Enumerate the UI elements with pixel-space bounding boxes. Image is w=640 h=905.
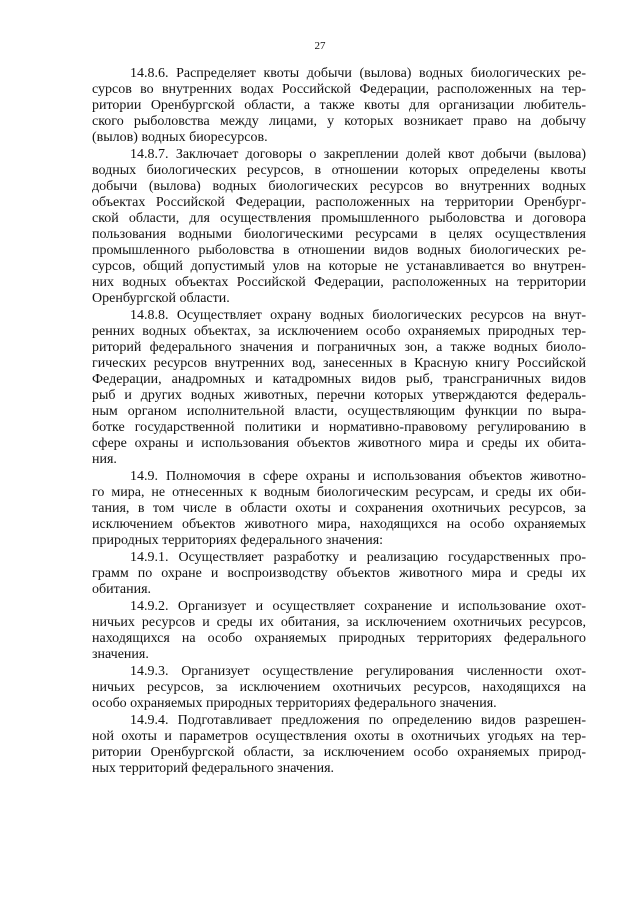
paragraph-line: сфере охраны и использования объектов животного мира и среды их обита- (92, 436, 586, 451)
paragraph-line: ритории Оренбургской области, а также квоты для организации любитель- (92, 98, 586, 113)
paragraph-line: 14.9.2. Организует и осуществляет сохранение и использование охот- (130, 599, 586, 614)
paragraph-line: ритории Оренбургской области, за исключением особо охраняемых природ- (92, 745, 586, 760)
paragraph-line: ского рыболовства между лицами, у которых возникает право на добычу (92, 114, 586, 129)
paragraph-line: 14.8.8. Осуществляет охрану водных биологических ресурсов на внут- (130, 308, 586, 323)
paragraph-line: 14.9.1. Осуществляет разработку и реализацию государственных про- (130, 550, 586, 565)
paragraph-line: ной охоты и параметров осуществления охоты в охотничьих угодьях на тер- (92, 729, 586, 744)
paragraph-line: природных территориях федерального значения: (92, 533, 384, 548)
paragraph-line: Федерации, анадромных и катадромных видов рыб, трансграничных видов (92, 372, 586, 387)
paragraph-line: исключением объектов животного мира, находящихся на особо охраняемых (92, 517, 586, 532)
paragraph-line: тания, в том числе в области охоты и сохранения охотничьих ресурсов, за (92, 501, 586, 516)
page-number: 27 (314, 40, 326, 52)
paragraph-line: ным органом исполнительной власти, осуществляющим функции по выра- (92, 404, 586, 419)
paragraph-line: грамм по охране и воспроизводству объектов животного мира и среды их (92, 566, 586, 581)
paragraph-line: гических ресурсов внутренних вод, занесенных в Красную книгу Российской (92, 356, 586, 371)
paragraph-line: сурсов, общий допустимый улов на которые не устанавливается во внутрен- (92, 259, 586, 274)
paragraph-line: ничьих ресурсов и среды их обитания, за исключением охотничьих ресурсов, (92, 615, 586, 630)
paragraph-line: 14.9.3. Организует осуществление регулирования численности охот- (130, 664, 586, 679)
paragraph-line: объектах Российской Федерации, расположенных на территории Оренбург- (92, 195, 586, 210)
paragraph-line: обитания. (92, 582, 152, 597)
paragraph-line: 14.8.6. Распределяет квоты добычи (вылова) водных биологических ре- (130, 66, 586, 81)
paragraph-line: промышленного рыболовства в отношении видов водных биологических ре- (92, 243, 586, 258)
paragraph-line: риторий федерального значения и пограничных зон, а также водных биоло- (92, 340, 586, 355)
paragraph-line: пользования водными биологическими ресурсами в целях осуществления (92, 227, 586, 242)
paragraph-line: добычи (вылова) водных биологических ресурсов во внутренних водных (92, 179, 586, 194)
paragraph-line: находящихся на особо охраняемых природных территориях федерального (92, 631, 586, 646)
paragraph-line: ных территорий федерального значения. (92, 761, 335, 776)
paragraph-line: 14.9. Полномочия в сфере охраны и использования объектов животно- (130, 469, 586, 484)
paragraph-line: особо охраняемых природных территориях федерального значения. (92, 696, 497, 711)
paragraph-line: водных биологических ресурсов, в отношении которых определены квоты (92, 163, 586, 178)
paragraph-line: ния. (92, 452, 117, 467)
paragraph-line: сурсов во внутренних водах Российской Федерации, расположенных на тер- (92, 82, 586, 97)
paragraph-line: го мира, не отнесенных к водным биологическим ресурсам, и среды их оби- (92, 485, 586, 500)
paragraph-line: значения. (92, 647, 149, 662)
paragraph-line: (вылов) водных биоресурсов. (92, 130, 268, 145)
paragraph-line: 14.9.4. Подготавливает предложения по определению видов разрешен- (130, 713, 586, 728)
paragraph-line: ской области, для осуществления промышленного рыболовства и договора (92, 211, 586, 226)
paragraph-line: ботке государственной политики и нормативно-правовому регулированию в (92, 420, 586, 435)
paragraph-line: рыб и других водных животных, перечни которых утверждаются федераль- (92, 388, 586, 403)
paragraph-line: ничьих ресурсов, за исключением охотничьих ресурсов, находящихся на (92, 680, 586, 695)
paragraph-line: 14.8.7. Заключает договоры о закреплении долей квот добычи (вылова) (130, 147, 586, 162)
paragraph-line: Оренбургской области. (92, 291, 230, 306)
paragraph-line: ренних водных объектах, за исключением особо охраняемых природных тер- (92, 324, 586, 339)
paragraph-line: них водных объектах Российской Федерации, расположенных на территории (92, 275, 586, 290)
